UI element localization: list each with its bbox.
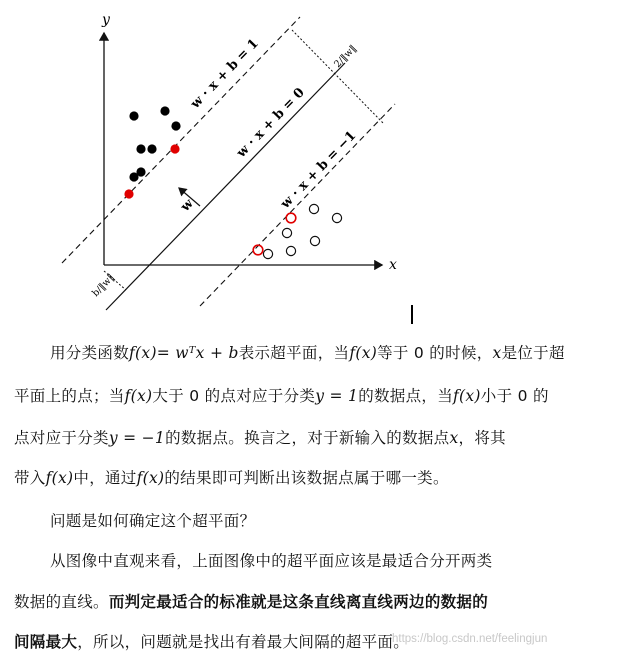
margin-dimension	[292, 30, 384, 124]
data-point-positive	[129, 111, 138, 120]
margin-label: 2/‖w‖	[332, 43, 359, 71]
paragraph-3-line-3: 间隔最大，所以，问题就是找出有着最大间隔的超平面。	[14, 633, 410, 651]
emphasis-text: 而判定最适合的标准就是这条直线离直线两边的数据的	[108, 593, 489, 611]
paragraph-3-line-2: 数据的直线。而判定最适合的标准就是这条直线离直线两边的数据的	[14, 593, 489, 611]
emphasis-text: 间隔最大	[14, 633, 78, 651]
data-point-negative	[282, 228, 291, 237]
paragraph-3-line-1: 从图像中直观来看，上面图像中的超平面应该是最适合分开两类	[50, 552, 493, 570]
paragraph-1-line-1: 用分类函数f(x)= wᵀx + b表示超平面，当f(x)等于 0 的时候，x是位于超	[50, 344, 565, 362]
data-point-positive	[136, 144, 145, 153]
paragraph-2: 问题是如何确定这个超平面？	[50, 512, 256, 530]
paragraph-1-line-3: 点对应于分类y = −1的数据点。换言之，对于新输入的数据点x，将其	[14, 429, 506, 447]
negative-points	[253, 204, 341, 258]
margin-line-negative	[200, 104, 395, 306]
data-point-negative	[332, 213, 341, 222]
plane-zero-label: w · x + b = 0	[234, 85, 308, 161]
paragraph-1-line-2: 平面上的点；当f(x)大于 0 的点对应于分类y = 1的数据点，当f(x)小于 0 的	[14, 387, 549, 405]
text-cursor	[411, 305, 413, 324]
plane-neg-label: w · x + b = −1	[278, 128, 360, 212]
watermark: https://blog.csdn.net/feelingjun	[392, 633, 548, 645]
x-axis-label: x	[389, 257, 397, 273]
data-point-negative	[309, 204, 318, 213]
normal-vector-label: w	[178, 196, 197, 215]
data-point-positive	[147, 144, 156, 153]
plane-pos-label: w · x + b = 1	[188, 36, 262, 112]
support-vector-positive	[124, 189, 133, 198]
svm-hyperplane-figure	[0, 0, 618, 315]
paragraph-1-line-4: 带入f(x)中，通过f(x)的结果即可判断出该数据点属于哪一类。	[14, 469, 449, 487]
data-point-positive	[171, 121, 180, 130]
data-point-negative	[286, 246, 295, 255]
data-point-positive	[160, 106, 169, 115]
data-point-negative	[310, 236, 319, 245]
data-point-positive	[129, 172, 138, 181]
offset-label: b/‖w‖	[90, 272, 117, 300]
support-vector-positive	[170, 144, 179, 153]
support-vector-negative	[286, 213, 296, 223]
y-axis-label: y	[102, 12, 110, 28]
positive-points	[124, 106, 180, 198]
data-point-negative	[263, 249, 272, 258]
